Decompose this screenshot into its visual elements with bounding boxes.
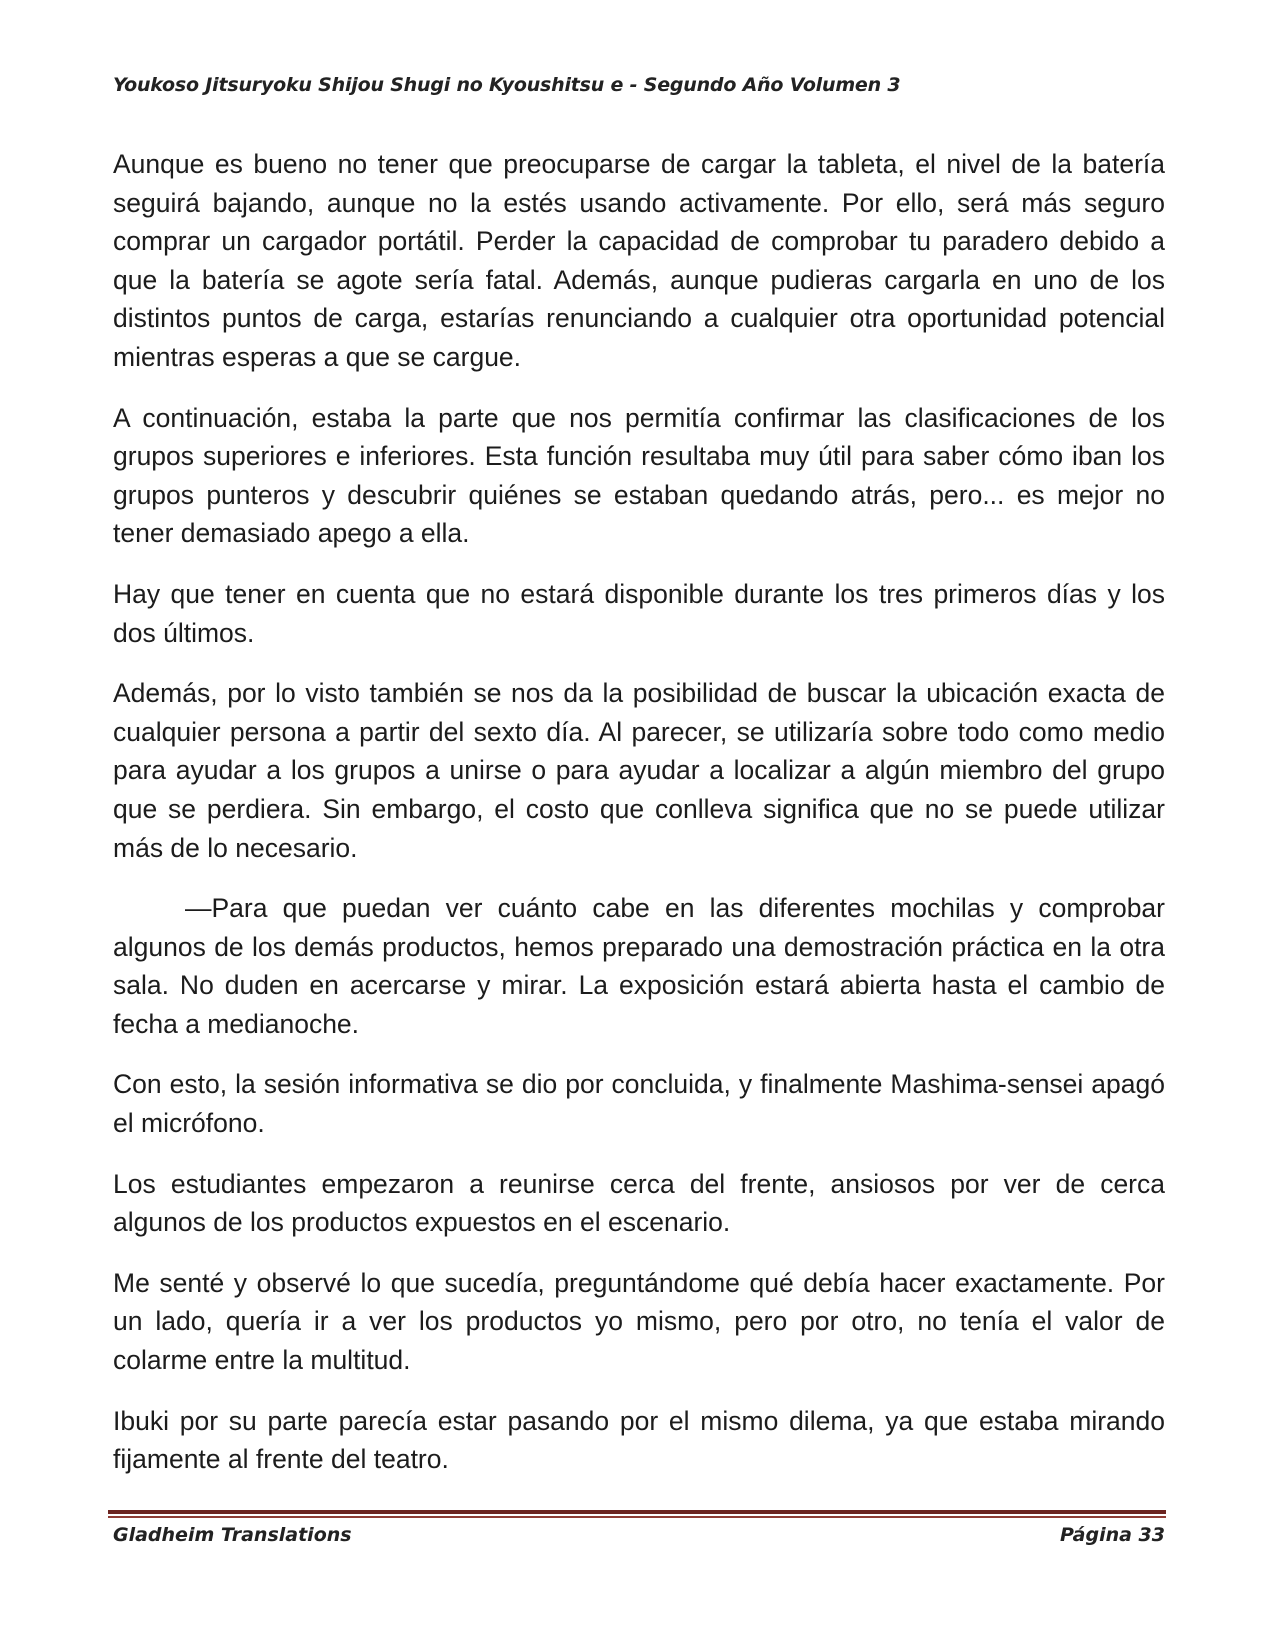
footer-divider [108,1510,1166,1518]
running-header-title: Youkoso Jitsuryoku Shijou Shugi no Kyoushitsu e - Segundo Año Volumen 3 [113,74,901,96]
paragraph-9: Ibuki por su parte parecía estar pasando por el mismo dilema, ya que estaba mirando fijamente al frente del teatro. [113,1405,1165,1475]
footer-credit: Gladheim Translations [113,1524,352,1546]
paragraph-1: Aunque es bueno no tener que preocuparse de cargar la tableta, el nivel de la batería seguirá bajando, aunque no la estés usando activamente. Por ello, será más seguro comprar un cargador portátil. Perder la capacidad de comprobar tu paradero debido a que la batería se agote sería fatal. Además, aunque pudieras cargarla en uno de los distintos puntos de carga, estarías renunciando a cualquier otra oportunidad potencial mientras esperas a que se cargue. [113,149,1165,372]
footer-page-number: Página 33 [1059,1524,1165,1546]
body-text [113,145,1165,1501]
paragraph-4: Además, por lo visto también se nos da la posibilidad de buscar la ubicación exacta de cualquier persona a partir del sexto día. Al parecer, se utilizaría sobre todo como medio para ayudar a los grupos a unirse o para ayudar a localizar a algún miembro del grupo que se perdiera. Sin embargo, el costo que conlleva significa que no se puede utilizar más de lo necesario. [113,678,1165,863]
paragraph-8: Me senté y observé lo que sucedía, preguntándome qué debía hacer exactamente. Por un lado, quería ir a ver los productos yo mismo, pero por otro, no tenía el valor de colarme entre la multitud. [113,1267,1165,1376]
paragraph-3: Hay que tener en cuenta que no estará disponible durante los tres primeros días y los dos últimos. [113,578,1165,648]
paragraph-6: Con esto, la sesión informativa se dio por concluida, y finalmente Mashima-sensei apagó el micrófono. [113,1069,1165,1139]
paragraph-7: Los estudiantes empezaron a reunirse cerca del frente, ansiosos por ver de cerca algunos de los productos expuestos en el escenario. [113,1168,1165,1238]
page-footer [113,1524,1165,1546]
paragraph-2: A continuación, estaba la parte que nos permitía confirmar las clasificaciones de los grupos superiores e inferiores. Esta función resultaba muy útil para saber cómo iban los grupos punteros y descubrir quiénes se estaban quedando atrás, pero... es mejor no tener demasiado apego a ella. [113,402,1165,549]
paragraph-5-dialogue: —Para que puedan ver cuánto cabe en las diferentes mochilas y comprobar algunos de los demás productos, hemos preparado una demostración práctica en la otra sala. No duden en acercarse y mirar. La exposición estará abierta hasta el cambio de fecha a medianoche. [113,893,1165,1039]
footer-divider-thin-line [108,1516,1166,1518]
